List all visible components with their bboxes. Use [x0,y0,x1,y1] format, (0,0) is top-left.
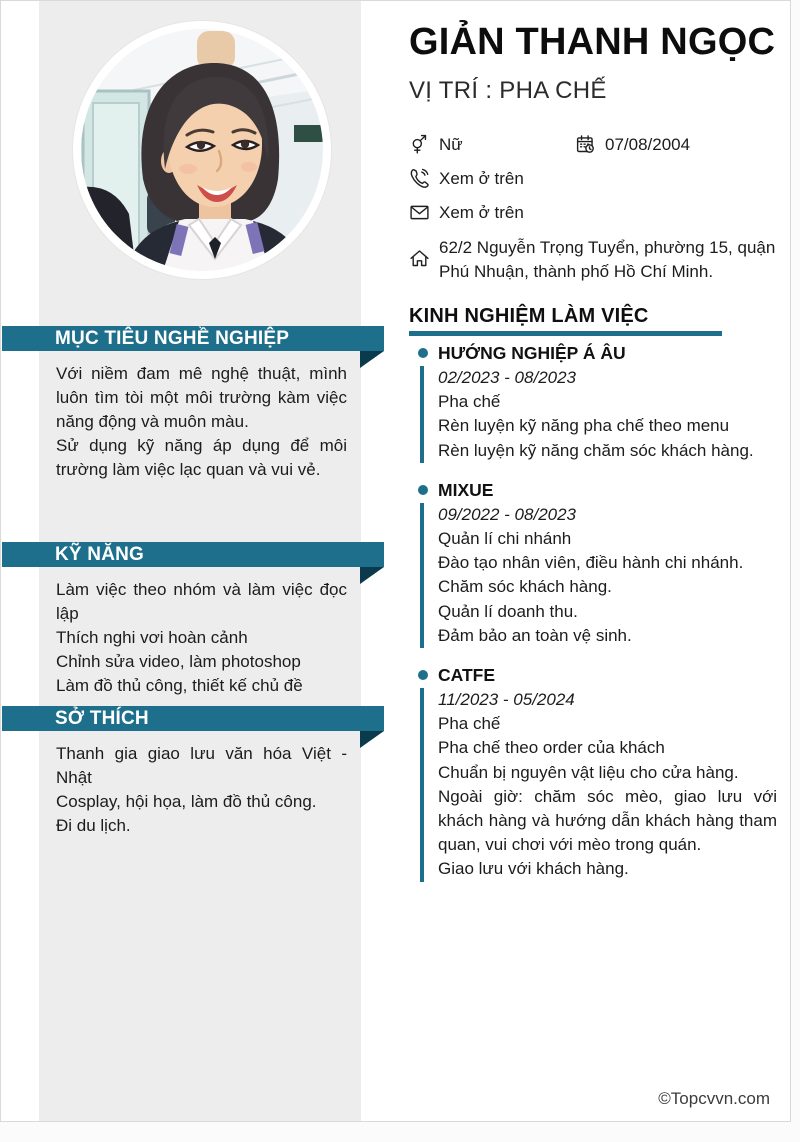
phone-value: Xem ở trên [439,169,524,188]
gender-value: Nữ [439,135,463,154]
address-value: 62/2 Nguyễn Trọng Tuyển, phường 15, quận Phú Nhuận, thành phố Hồ Chí Minh. [439,238,776,281]
job-detail-line: Pha chế theo order của khách [438,738,665,758]
phone-icon [409,168,430,189]
job-detail-line: Đào tạo nhân viên, điều hành chi nhánh. [438,553,744,573]
job-company: CATFE [438,665,496,686]
home-icon [409,248,430,269]
email-icon [409,202,430,223]
job-detail-line: Chuẩn bị nguyên vật liệu cho cửa hàng. [438,762,739,782]
job-details [420,366,777,463]
section-career-objective [2,326,384,482]
skill-item: Chỉnh sửa video, làm photoshop [56,652,301,671]
section-band [2,326,384,351]
phone-field [409,168,524,189]
job-detail-line: Ngoài giờ: chăm sóc mèo, giao lưu với khách hàng và hướng dẫn khách hàng tham quan, vui chơi với mèo trong quán. [438,786,777,855]
job-detail-line: Giao lưu với khách hàng. [438,859,629,879]
section-body [56,742,347,838]
section-body [56,578,347,698]
section-band [2,706,384,731]
gender-field [409,134,575,155]
address-field [409,236,785,284]
section-band [2,542,384,567]
gender-icon [409,134,430,155]
title-underline [409,331,722,336]
ribbon-fold [360,351,384,368]
job-entry [409,343,777,463]
job-entry [409,665,777,882]
timeline-bullet-icon [418,348,428,358]
section-skills [2,542,384,698]
contact-row [409,202,779,223]
contact-row [409,236,779,284]
skill-item: Thích nghi vơi hoàn cảnh [56,628,248,647]
job-details [420,503,777,648]
calendar-icon [575,134,596,155]
section-hobbies [2,706,384,838]
ribbon-fold [360,567,384,584]
job-detail-line: Chăm sóc khách hàng. [438,577,612,597]
objective-line: Với niềm đam mê nghệ thuật, mình luôn tìm tòi một môi trường kàm việc năng động và muôn màu. [56,364,347,431]
job-detail-line: Đảm bảo an toàn vệ sinh. [438,625,632,645]
section-title: MỤC TIÊU NGHỀ NGHIỆP [55,328,290,349]
section-work-experience [409,304,777,899]
contact-info [409,134,779,297]
job-company: MIXUE [438,479,494,500]
job-detail-line: Quản lí doanh thu. [438,601,578,621]
candidate-name: GIẢN THANH NGỌC [409,21,776,63]
job-detail-line: Quản lí chi nhánh [438,529,572,549]
contact-row [409,134,779,155]
email-value: Xem ở trên [439,203,524,222]
timeline-bullet-icon [418,485,428,495]
candidate-position: VỊ TRÍ : PHA CHẾ [409,77,607,104]
job-list [409,343,777,882]
job-period: 09/2022 - 08/2023 [438,504,577,524]
job-detail-line: Rèn luyện kỹ năng chăm sóc khách hàng. [438,440,754,460]
hobby-item: Cosplay, hội họa, làm đồ thủ công. [56,792,317,811]
job-detail-line: Pha chế [438,714,501,734]
ribbon-fold [360,731,384,748]
timeline-bullet-icon [418,670,428,680]
section-title: KỸ NĂNG [55,544,145,565]
skill-item: Làm việc theo nhóm và làm việc đọc lập [56,580,347,623]
experience-title: KINH NGHIỆM LÀM VIỆC [409,305,649,327]
job-period: 02/2023 - 08/2023 [438,368,577,387]
hobby-item: Thanh gia giao lưu văn hóa Việt - Nhật [56,744,347,787]
job-company: HƯỚNG NGHIỆP Á ÂU [438,343,626,363]
portrait-illustration [81,29,323,271]
objective-line: Sử dụng kỹ năng áp dụng để môi trường làm việc lạc quan và vui vẻ. [56,436,347,479]
hobby-item: Đi du lịch. [56,816,131,835]
skill-item: Làm đồ thủ công, thiết kế chủ đề [56,676,303,695]
profile-photo [73,21,331,279]
section-title: SỞ THÍCH [55,708,149,729]
contact-row [409,168,779,189]
job-detail-line: Rèn luyện kỹ năng pha chế theo menu [438,416,730,436]
dob-field [575,134,690,155]
watermark: ©Topcvvn.com [658,1089,770,1108]
job-entry [409,480,777,648]
email-field [409,202,524,223]
section-body [56,362,347,482]
job-period: 11/2023 - 05/2024 [438,690,575,710]
job-detail-line: Pha chế [438,392,501,412]
dob-value: 07/08/2004 [605,135,691,154]
job-details [420,688,777,882]
